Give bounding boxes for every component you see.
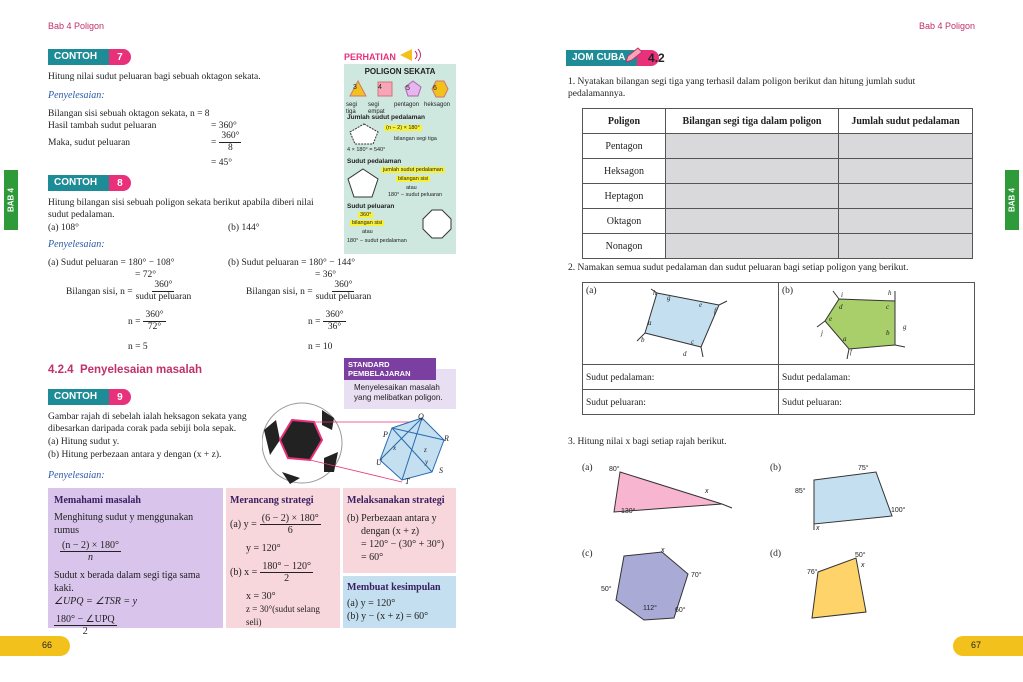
th-jumlah: Jumlah sudut pedalaman [839,109,973,134]
q3c-60: 60° [675,607,686,614]
sp-title: Sudut pedalaman [347,158,402,165]
step3-line4: = 60° [361,552,384,563]
th-poligon: Poligon [583,109,666,134]
c7-line2-label: Hasil tambah sudut peluaran [48,121,157,131]
shape-label-3: 3 [353,84,357,91]
c8-b1: (b) Sudut peluaran = 180° − 144° [228,258,356,268]
answer-cell[interactable] [839,159,973,184]
jumlah-formula: (n − 2) × 180° [386,125,420,131]
answer-cell[interactable] [839,234,973,259]
c8-b5: n = 10 [308,342,333,352]
q3a-130: 130° [621,508,636,515]
answer-cell[interactable] [666,234,839,259]
step-melaksanakan [343,488,456,573]
jumlah-example: 4 × 180° = 540° [347,147,386,153]
q2a-g: g [667,294,671,302]
contoh-9-qa: (a) Hitung sudut y. [48,437,120,447]
side-tab-left: BAB 4 [4,170,18,230]
q2a-b: b [641,336,645,344]
jumlah-note: bilangan segi tiga [394,136,437,142]
hex-label-s: S [439,466,443,475]
contoh-9-qb: (b) Hitung perbezaan antara y dengan (x + z). [48,450,222,460]
page-number-right: 67 [970,640,981,650]
jc-q3: 3. Hitung nilai x bagi setiap rajah berikut. [568,437,727,447]
q3d-label: (d) [770,549,782,559]
sp-line3: atau [406,185,417,191]
q3c-70: 70° [691,572,702,579]
header-left: Bab 4 Poligon [48,21,105,31]
answer-cell[interactable] [666,184,839,209]
q3c-x: x [661,547,665,554]
footer-bar-right [953,636,1023,656]
row-pentagon: Pentagon [583,134,666,159]
q3b-100: 100° [891,507,906,514]
q2b-c: c [886,303,890,311]
q2b-i: i [841,291,843,299]
shape-name-segitiga: segi tiga [346,102,358,115]
q2a-sudut-pedalaman[interactable]: Sudut pedalaman: [586,373,655,383]
q3a-triangle [598,464,734,524]
su-line1: 360° [360,212,372,218]
c7-line3-label: Maka, sudut peluaran [48,138,131,148]
jumlah-title: Jumlah sudut pedalaman [347,114,426,121]
answer-cell[interactable] [839,184,973,209]
pentagon-triangles-icon [348,123,380,145]
c7-line3-fraction: = $\frac{360^\circ}{8}$ [211,131,240,153]
contoh-7-question: Hitung nilai sudut peluaran bagi sebuah oktagon sekata. [48,72,261,82]
header-right: Bab 4 Poligon [918,21,975,31]
step-merancang [226,488,340,628]
step3-line2: dengan (x + z) [361,526,420,537]
shape-label-6: 6 [433,85,437,92]
row-heptagon: Heptagon [583,184,666,209]
q3a-80: 80° [609,466,620,473]
step2-b3: z = 30°(sudut selang seli) [246,604,320,627]
c7-line2-value: = 360° [211,121,237,131]
q2b-label: (b) [782,286,794,296]
step1-line2: Sudut x berada dalam segi tiga sama kaki. [54,570,201,594]
jc-q2: 2. Namakan semua sudut pedalaman dan sudut peluaran bagi setiap poligon yang berikut. [568,263,909,273]
shape-name-segiempat: segi empat [368,102,385,115]
step3-line3: = 120° − (30° + 30°) [361,539,445,550]
q2b-e: e [829,315,833,323]
footer-bar-left [0,636,70,656]
c8-a5: n = 5 [128,342,148,352]
q3b-85: 85° [795,488,806,495]
q2b-sudut-pedalaman[interactable]: Sudut pedalaman: [782,373,851,383]
shape-name-heksagon: heksagon [424,102,451,108]
pentagon-interior-icon [347,168,379,198]
q3d-50: 50° [855,552,866,559]
perhatian-panel [344,64,456,254]
answer-cell[interactable] [839,209,973,234]
hex-label-q: Q [418,412,424,421]
q2a-quadrilateral [623,287,733,361]
hex-label-y: y [425,458,429,466]
q3a-x: x [705,488,709,495]
q2a-c: c [691,338,695,346]
c7-line1: Bilangan sisi sebuah oktagon sekata, n = 8 [48,109,210,119]
hex-label-x: x [393,444,397,452]
c8-a3: Bilangan sisi, n = $\frac{360^\circ}{\text{sudut peluaran}}$ [66,280,192,302]
pencil-icon [624,46,644,64]
q3b-quadrilateral [800,466,912,532]
c8-a2: = 72° [135,270,157,280]
q2b-f: f [850,348,852,356]
step1-line3: ∠UPQ = ∠TSR = y [54,596,138,607]
row-heksagon: Heksagon [583,159,666,184]
step1-formula2: $\frac{\text{180° − ∠UPQ}}{2}$ [56,614,115,637]
step-memahami [48,488,223,637]
step2-a2: y = 120° [246,543,281,554]
row-oktagon: Oktagon [583,209,666,234]
jom-cuba-badge: JOM CUBA [566,50,659,66]
su-title: Sudut peluaran [347,203,395,210]
c8-a4: n = $\frac{360^\circ}{72^\circ}$ [128,310,164,332]
step-kesimpulan [343,576,456,628]
section-title: 4.2.4 Penyelesaian masalah [48,364,203,376]
standard-title: STANDARD PEMBELAJARAN [344,358,436,380]
hex-label-z: z [424,446,427,454]
hex-label-u: U [376,458,382,467]
su-line3: atau [362,229,373,235]
q2a-label: (a) [586,286,597,296]
jc-q1: 1. Nyatakan bilangan segi tiga yang terhasil dalam poligon berikut dan hitung jumlah sudut pedalamannya. [568,77,916,99]
q2a-d: d [683,350,687,358]
q2b-b: b [886,329,890,337]
octagon-icon [422,209,452,239]
q3d-x: x [861,562,865,569]
step4-line2: (b) y − (x + z) = 60° [347,611,429,622]
q2b-a: a [843,335,847,343]
hex-label-p: P [383,430,388,439]
shape-name-pentagon: pentagon [394,102,420,108]
c7-line4: = 45° [211,158,233,168]
q2a-sudut-peluaran[interactable]: Sudut peluaran: [586,398,646,408]
q3c-label: (c) [582,549,593,559]
perhatian-subtitle: POLIGON SEKATA [364,67,436,76]
polygon-table [582,108,973,259]
step1-line1: Menghitung sudut y menggunakan rumus [54,512,194,536]
step2-b2: x = 30° [246,591,276,602]
step2-a: (a) y = $\frac{(6 - 2) \times 180^\circ}{6}$ [230,513,319,536]
contoh-7-penyelesaian: Penyelesaian: [48,90,105,101]
hex-label-r: R [444,434,449,443]
c8-b-value: (b) 144° [228,223,260,233]
page-number-left: 66 [42,640,53,650]
q3b-label: (b) [770,463,782,473]
step3-line1: (b) Perbezaan antara y [347,513,437,524]
c8-b4: n = $\frac{360^\circ}{36^\circ}$ [308,310,344,332]
q2b-sudut-peluaran[interactable]: Sudut peluaran: [782,398,842,408]
q3b-x: x [816,525,820,532]
perhatian-title: PERHATIAN [344,52,396,62]
c8-b3: Bilangan sisi, n = $\frac{360^\circ}{\text{sudut peluaran}}$ [246,280,372,302]
sp-line1: jumlah sudut pedalaman [383,167,443,173]
c8-b2: = 36° [315,270,337,280]
step2-title: Merancang strategi [230,495,314,506]
contoh-9-badge: CONTOH 9 [48,389,131,405]
contoh-8-question: Hitung bilangan sisi sebuah poligon sekata berikut apabila diberi nilai sudut pedalaman. [48,198,314,220]
contoh-9-penyelesaian: Penyelesaian: [48,470,105,481]
q2a-a: a [648,319,652,327]
contoh-9-question: Gambar rajah di sebelah ialah heksagon sekata yang dibesarkan daripada corak pada sebiji bola sepak. [48,412,247,434]
step1-formula: $\frac{(n - 2) \times 180^\circ}{n}$ [62,540,119,563]
megaphone-icon [398,46,424,64]
sp-line4: 180° − sudut peluaran [388,192,443,198]
row-nonagon: Nonagon [583,234,666,259]
step2-b: (b) x = $\frac{180^\circ - 120^\circ}{2}$ [230,561,311,584]
q2a-h: h [653,289,657,297]
shape-label-4: 4 [378,84,382,91]
th-bilangan: Bilangan segi tiga dalam poligon [666,109,839,134]
q2b-d: d [839,303,843,311]
q3c-50: 50° [601,586,612,593]
answer-cell[interactable] [839,134,973,159]
shape-label-5: 5 [406,85,410,92]
sp-line2: bilangan sisi [398,176,429,182]
q3c-pentagon [604,546,704,624]
q2a-f: f [714,307,716,315]
q2b-g: g [903,323,907,331]
step4-title: Membuat kesimpulan [347,582,441,593]
q3c-112: 112° [643,605,657,612]
regular-shapes-icons [348,79,454,99]
su-line4: 180° − sudut pedalaman [347,238,407,244]
q3d-76: 76° [807,569,818,576]
q2-grid [582,282,975,415]
answer-cell[interactable] [666,209,839,234]
answer-cell[interactable] [666,159,839,184]
answer-cell[interactable] [666,134,839,159]
jom-cuba-number: 4.2 [648,51,665,65]
c8-a-value: (a) 108° [48,223,79,233]
q2b-h: h [888,289,892,297]
q3b-75: 75° [858,465,869,472]
football-hexagon-diagram [262,400,462,486]
hex-label-t: T [405,477,410,486]
contoh-8-penyelesaian: Penyelesaian: [48,239,105,250]
step3-title: Melaksanakan strategi [347,495,445,506]
q2a-e: e [699,301,703,309]
side-tab-right: BAB 4 [1005,170,1019,230]
step4-line1: (a) y = 120° [347,598,396,609]
contoh-7-badge: CONTOH 7 [48,49,131,65]
q2b-j: j [821,329,823,337]
su-line2: bilangan sisi [352,220,383,226]
contoh-8-badge: CONTOH 8 [48,175,131,191]
q3a-label: (a) [582,463,593,473]
c8-a1: (a) Sudut peluaran = 180° − 108° [48,258,175,268]
step1-title: Memahami masalah [54,495,141,506]
standard-text: Menyelesaikan masalah yang melibatkan poligon. [344,369,456,409]
